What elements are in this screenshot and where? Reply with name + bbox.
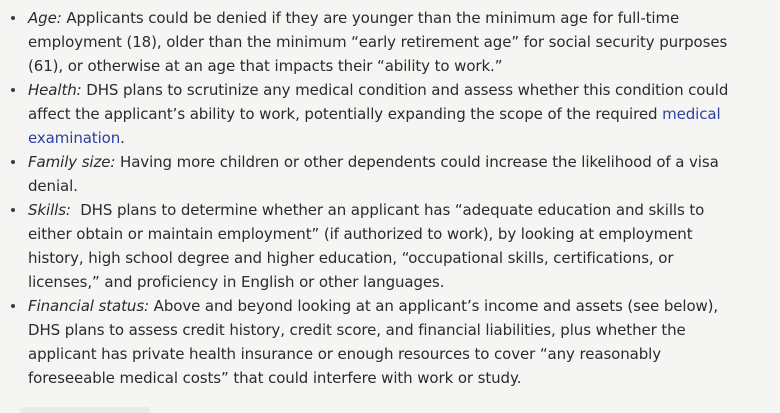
list-item-health [28,78,740,150]
factor-list [0,6,740,390]
item-term: Health: [28,81,82,99]
item-term: Age: [28,9,62,27]
cut-off-element [20,407,150,413]
item-text: DHS plans to determine whether an applicant has “adequate education and skills to either obtain or maintain employment” (if authorized to work), by looking at employment history, high school degree and higher education, “occupational skills, certifications, or licenses,” and proficiency in English or other languages. [28,201,709,291]
bullet-icon [11,88,15,92]
item-term: Skills: [28,201,71,219]
list-item-financial-status [28,294,740,390]
item-text: Having more children or other dependents could increase the likelihood of a visa denial. [28,153,719,195]
item-term: Family size: [28,153,116,171]
bullet-icon [11,208,15,212]
item-term: Financial status: [28,297,149,315]
bullet-icon [11,160,15,164]
item-text: Above and beyond looking at an applicant’s income and assets (see below), DHS plans to assess credit history, credit score, and financial liabilities, plus whether the applicant has private health insurance or enough resources to cover “any reasonably foreseeable medical costs” that could interfere with work or study. [28,297,719,387]
list-item-family-size [28,150,740,198]
item-text: DHS plans to scrutinize any medical condition and assess whether this condition could affect the applicant’s ability to work, potentially expanding the scope of the required [28,81,729,123]
medical-examination-link[interactable]: medical examination [28,105,721,147]
item-text: Applicants could be denied if they are younger than the minimum age for full-time employment (18), older than the minimum “early retirement age” for social security purposes (61), or otherwise at an age that impacts their “ability to work.” [28,9,728,75]
list-item-age [28,6,740,78]
bullet-icon [11,16,15,20]
list-item-skills [28,198,740,294]
item-text-end: . [120,129,125,147]
bullet-icon [11,304,15,308]
